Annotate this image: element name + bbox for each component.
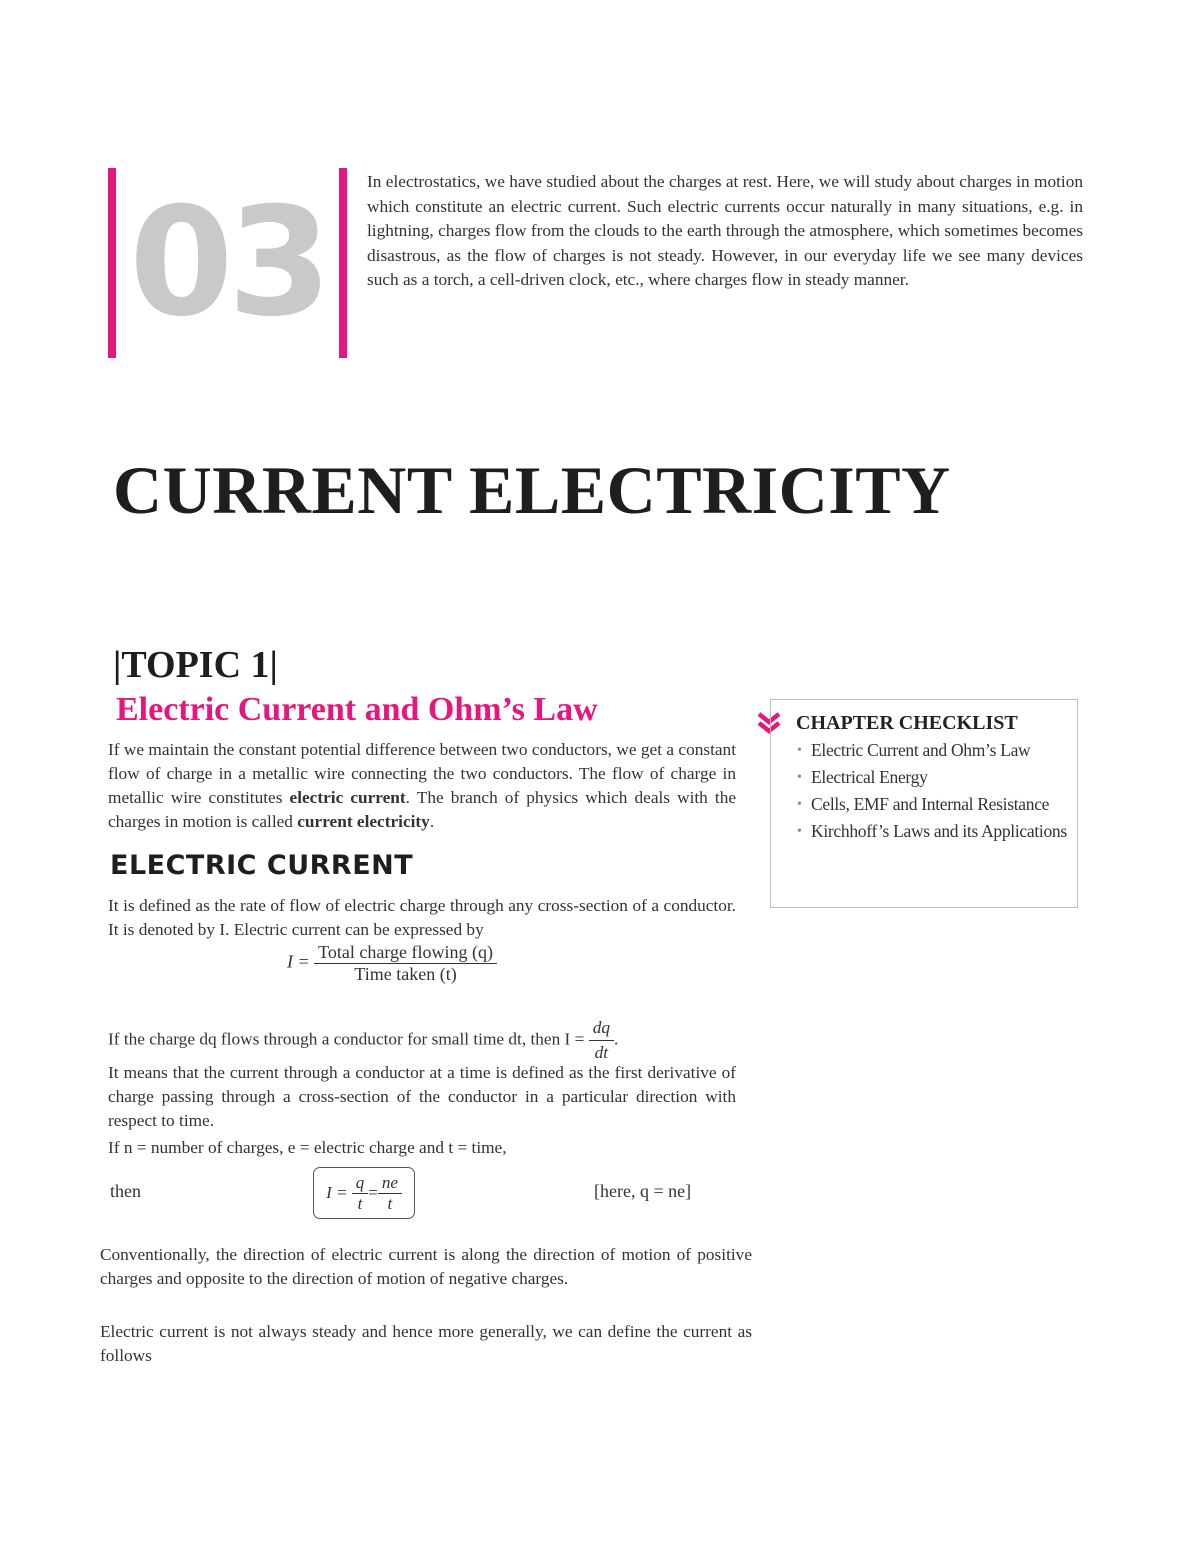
formula-denominator: Time taken (t) bbox=[354, 964, 457, 984]
here-note: [here, q = ne] bbox=[594, 1181, 692, 1201]
checklist-items bbox=[795, 737, 1077, 845]
boxed-fraction-2 bbox=[378, 1173, 402, 1214]
checklist-item-label: Kirchhoff’s Laws and its Applications bbox=[811, 821, 1067, 841]
checklist-item bbox=[795, 764, 1077, 791]
accent-bar-right bbox=[339, 168, 347, 358]
topic-intro-text-mid: . The branch of physics which deals with the charges in motion is called bbox=[108, 788, 737, 831]
checklist-item-label: Cells, EMF and Internal Resistance bbox=[811, 794, 1050, 814]
checklist-item bbox=[795, 737, 1077, 764]
boxed-fraction-1 bbox=[352, 1173, 369, 1214]
checklist-item-label: Electric Current and Ohm’s Law bbox=[811, 740, 1031, 760]
chapter-checklist bbox=[770, 699, 1078, 908]
dq-numerator: dq bbox=[589, 1016, 614, 1041]
small-time-text: If the charge dq flows through a conductor for small time dt, then I = bbox=[108, 1029, 585, 1049]
formula-fraction bbox=[314, 942, 497, 985]
topic-label: |TOPIC 1| bbox=[113, 644, 278, 686]
boxed-formula bbox=[313, 1167, 415, 1219]
boxed-lhs: I = bbox=[326, 1183, 348, 1202]
then-label: then bbox=[110, 1181, 141, 1201]
boxed-f1-den: t bbox=[357, 1193, 363, 1213]
conventional-direction-paragraph: Conventionally, the direction of electric current is along the direction of motion of positive charges and opposite to the direction of motion of negative charges. bbox=[100, 1245, 752, 1288]
chapter-number: 03 bbox=[129, 176, 326, 350]
accent-bar-left bbox=[108, 168, 116, 358]
boxed-f2-num: ne bbox=[378, 1173, 402, 1194]
boxed-f1-num: q bbox=[352, 1173, 369, 1194]
topic-intro-paragraph bbox=[108, 738, 736, 834]
bullet-icon: • bbox=[797, 797, 802, 812]
definition-paragraph: It is defined as the rate of flow of electric charge through any cross-section of a conductor. It is denoted by I. Electric current can be expressed by bbox=[108, 896, 736, 939]
current-formula bbox=[287, 942, 497, 985]
formula-numerator: Total charge flowing (q) bbox=[314, 942, 497, 964]
bullet-icon: • bbox=[797, 824, 802, 839]
checklist-item bbox=[795, 818, 1077, 845]
chapter-intro: In electrostatics, we have studied about the charges at rest. Here, we will study about charges in motion which constitute an electric current. Such electric currents occur naturally in many situations, e.g. in lightning, charges flow from the clouds to the earth through the atmosphere, which sometimes becomes disastrous, as the flow of charges is not steady. However, in our everyday life we see many devices such as a torch, a cell-driven clock, etc., where charges flow in steady manner. bbox=[367, 172, 1083, 289]
bullet-icon: • bbox=[797, 770, 802, 785]
dq-dt-fraction bbox=[589, 1016, 614, 1065]
topic-intro-text-end: . bbox=[429, 812, 435, 831]
derivative-paragraph: It means that the current through a conductor at a time is defined as the first derivative of charge passing through a cross-section of the conductor in a particular direction with respect to time. bbox=[108, 1063, 736, 1130]
checklist-item-label: Electrical Energy bbox=[811, 767, 928, 787]
boxed-equals: = bbox=[368, 1183, 378, 1202]
term-electric-current: electric current bbox=[289, 788, 406, 807]
section-heading: ELECTRIC CURRENT bbox=[110, 850, 414, 881]
general-definition-paragraph: Electric current is not always steady and hence more generally, we can define the current as follows bbox=[100, 1322, 752, 1365]
topic-title: Electric Current and Ohm’s Law bbox=[116, 691, 598, 728]
term-current-electricity: current electricity bbox=[297, 812, 430, 831]
dt-denominator: dt bbox=[594, 1043, 609, 1062]
chapter-title: CURRENT ELECTRICITY bbox=[113, 452, 951, 528]
boxed-f2-den: t bbox=[387, 1193, 393, 1213]
formula-lhs: I = bbox=[287, 951, 310, 972]
bullet-icon: • bbox=[797, 743, 802, 758]
checklist-item bbox=[795, 791, 1077, 818]
small-time-paragraph: If the charge dq flows through a conductor for small time dt, then I = $\frac{dq}{dt}$ . bbox=[108, 1016, 748, 1065]
variables-paragraph: If n = number of charges, e = electric charge and t = time, bbox=[108, 1138, 507, 1157]
checklist-title: CHAPTER CHECKLIST bbox=[796, 712, 1018, 734]
topic-intro-text: If we maintain the constant potential difference between two conductors, we get a constant flow of charge in a metallic wire connecting the two conductors. The flow of charge in metallic wire constitutes bbox=[108, 740, 736, 807]
